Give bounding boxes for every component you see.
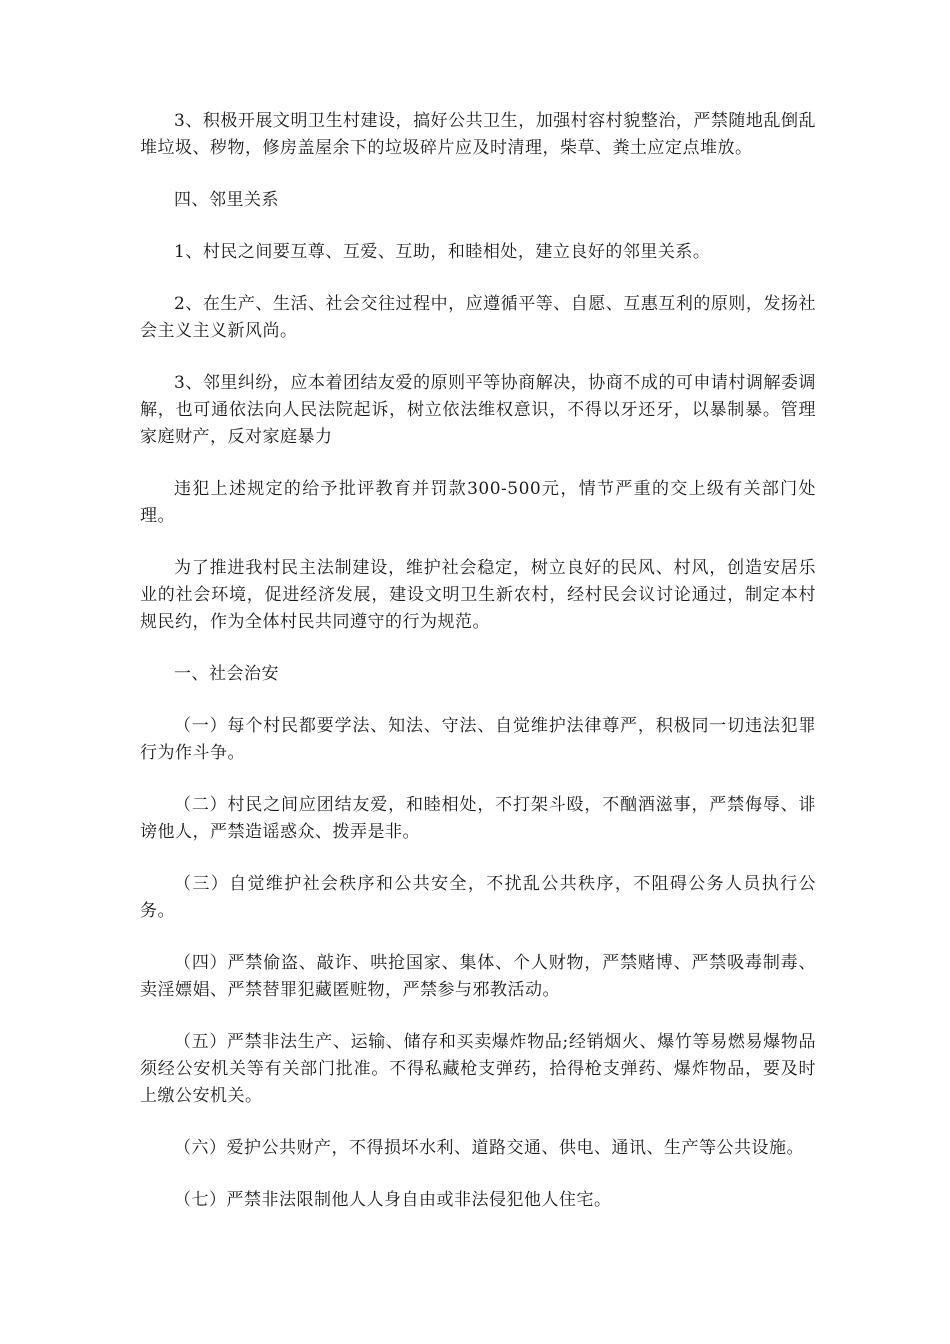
paragraph-preamble: 为了推进我村民主法制建设，维护社会稳定，树立良好的民风、村风，创造安居乐业的社会环境，促进经济发展，建设文明卫生新农村，经村民会议讨论通过，制定本村规民约，作为全体村民共同遵守的行为规范。 [140, 558, 816, 632]
paragraph-security-item-4: （四）严禁偷盗、敲诈、哄抢国家、集体、个人财物，严禁赌博、严禁吸毒制毒、卖淫嫖娼、严禁替罪犯藏匿赃物，严禁参与邪教活动。 [140, 953, 816, 1000]
paragraph-penalty: 违犯上述规定的给予批评教育并罚款300-500元，情节严重的交上级有关部门处理。 [140, 479, 816, 526]
paragraph-security-item-5: （五）严禁非法生产、运输、储存和买卖爆炸物品;经销烟火、爆竹等易燃易爆物品须经公安机关等有关部门批准。不得私藏枪支弹药，拾得枪支弹药、爆炸物品，要及时上缴公安机关。 [140, 1032, 816, 1106]
section-heading-public-security: 一、社会治安 [174, 664, 279, 684]
paragraph-security-item-6: （六）爱护公共财产，不得损坏水利、道路交通、供电、通讯、生产等公共设施。 [174, 1138, 804, 1158]
paragraph-security-item-2: （二）村民之间应团结友爱，和睦相处，不打架斗殴，不酗酒滋事，严禁侮辱、诽谤他人，严禁造谣惑众、拨弄是非。 [140, 795, 816, 842]
paragraph-neighbor-item-2: 2、在生产、生活、社会交往过程中，应遵循平等、自愿、互惠互利的原则，发扬社会主义主义新风尚。 [140, 294, 816, 341]
document-body [140, 108, 816, 1239]
paragraph-neighbor-item-3: 3、邻里纠纷，应本着团结友爱的原则平等协商解决，协商不成的可申请村调解委调解，也可通依法向人民法院起诉，树立依法维权意识，不得以牙还牙，以暴制暴。管理家庭财产，反对家庭暴力 [140, 373, 816, 447]
paragraph-security-item-3: （三）自觉维护社会秩序和公共安全，不扰乱公共秩序，不阻碍公务人员执行公务。 [140, 874, 816, 921]
section-heading-neighbor-relations: 四、邻里关系 [174, 190, 279, 210]
paragraph-security-item-7: （七）严禁非法限制他人人身自由或非法侵犯他人住宅。 [174, 1190, 612, 1210]
paragraph-sanitation-item-3: 3、积极开展文明卫生村建设，搞好公共卫生，加强村容村貌整治，严禁随地乱倒乱堆垃圾、秽物，修房盖屋余下的垃圾碎片应及时清理，柴草、粪土应定点堆放。 [140, 111, 816, 158]
paragraph-neighbor-item-1: 1、村民之间要互尊、互爱、互助，和睦相处，建立良好的邻里关系。 [174, 242, 711, 262]
paragraph-security-item-1: （一）每个村民都要学法、知法、守法、自觉维护法律尊严，积极同一切违法犯罪行为作斗争。 [140, 716, 816, 763]
